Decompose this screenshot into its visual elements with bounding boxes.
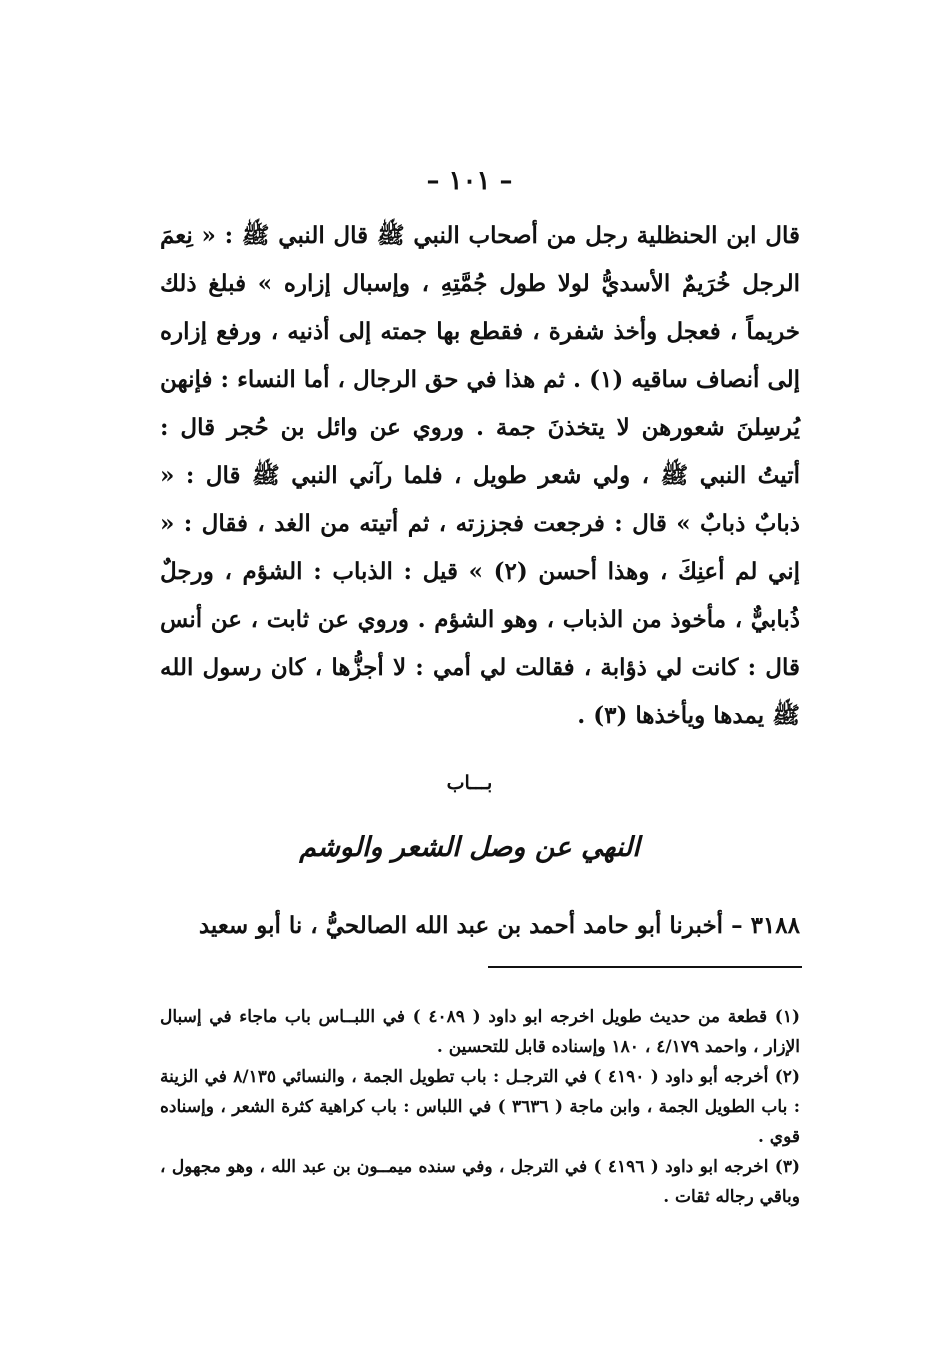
footnote-2: (٢) أخرجه أبو داود ( ٤١٩٠ ) في الترجـل : باب تطويل الجمة ، والنسائي ٨/١٣٥ في الزينة : باب الطويل الجمة ، وابن ماجة ( ٣٦٣٦ ) في اللباس : باب كراهية كثرة الشعر ، وإسناده قوي . <box>160 1067 800 1147</box>
page-number: – ١٠١ – <box>426 166 513 196</box>
footnote-divider <box>488 966 802 968</box>
section-title: النهي عن وصل الشعر والوشم <box>299 832 640 863</box>
main-text <box>160 212 800 740</box>
footnotes <box>160 1002 800 1212</box>
hadith-line: ٣١٨٨ – أخبرنا أبو حامد أحمد بن عبد الله الصالحيُّ ، نا أبو سعيد <box>198 912 800 939</box>
body-paragraph: قال ابن الحنظلية رجل من أصحاب النبي ﷺ قال النبي ﷺ : « نِعمَ الرجل خُرَيمٌ الأسديُّ لولا طول جُمَّتِهِ ، وإسبال إزاره » فبلغ ذلك خريماً ، فعجل وأخذ شفرة ، فقطع بها جمته إلى أذنيه ، ورفع إزاره إلى أنصاف ساقيه (١) . ثم هذا في حق الرجال ، أما النساء : فإنهن يُرسِلنَ شعورهن لا يتخذنَ جمة . وروي عن وائل بن حُجر قال : أتيتُ النبي ﷺ ، ولي شعر طويل ، فلما رآني النبي ﷺ قال : « ذبابٌ ذبابٌ » قال : فرجعت فجززته ، ثم أتيته من الغد ، فقال : « إني لم أعنِكَ ، وهذا أحسن (٢) » قيل : الذباب : الشؤم ، ورجلٌ ذُبابيٌّ ، مأخوذ من الذباب ، وهو الشؤم . وروي عن ثابت ، عن أنس قال : كانت لي ذؤابة ، فقالت لي أمي : لا أجزُّها ، كان رسول الله ﷺ يمدها ويأخذها (٣) . <box>160 222 801 729</box>
footnote-1: (١) قطعة من حديث طويل اخرجه ابو داود ( ٤٠٨٩ ) في اللبــاس باب ماجاء في إسبال الإزار ، واحمد ٤/١٧٩ ، ١٨٠ وإسناده قابل للتحسين . <box>160 1007 800 1057</box>
footnote-3: (٣) اخرجه ابو داود ( ٤١٩٦ ) في الترجل ، وفي سنده ميمــون بن عبد الله ، وهو مجهول ، وباقي رجاله ثقات . <box>160 1157 800 1207</box>
section-label: بـــاب <box>446 772 493 794</box>
